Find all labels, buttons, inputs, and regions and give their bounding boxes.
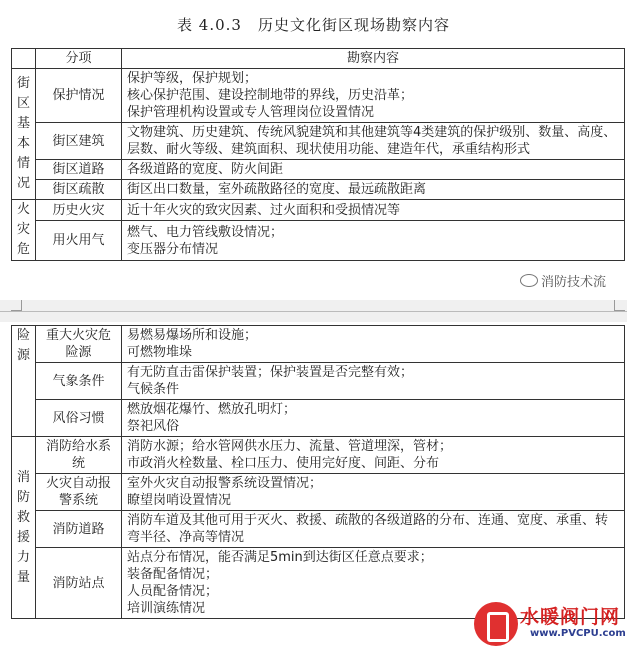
group-label-hazard-source: 险 源 [12, 326, 36, 437]
site-watermark [474, 598, 624, 652]
page-corner-mark [11, 300, 22, 311]
row-content: 街区出口数量，室外疏散路径的宽度、最远疏散距离 [122, 180, 625, 200]
row-content: 燃放烟花爆竹、燃放孔明灯； 祭祀风俗 [122, 400, 625, 437]
group-label-fire-hazard: 火 灾 危 [12, 200, 36, 261]
row-item: 街区建筑 [36, 123, 122, 160]
wechat-watermark: 消防技术流 [520, 271, 606, 290]
group-label-basic: 街 区 基 本 情 况 [12, 69, 36, 200]
row-content: 室外火灾自动报警系统设置情况； 瞭望岗哨设置情况 [122, 474, 625, 511]
row-item: 消防给水系统 [36, 437, 122, 474]
table-title: 表 4.0.3 历史文化街区现场勘察内容 [177, 16, 450, 34]
row-content: 消防水源；给水管网供水压力、流量、管道埋深，管材； 市政消火栓数量、栓口压力、使用完好度、间距、分布 [122, 437, 625, 474]
row-item: 消防道路 [36, 511, 122, 548]
row-item: 消防站点 [36, 548, 122, 619]
header-item: 分项 [36, 49, 122, 69]
row-item: 历史火灾 [36, 200, 122, 221]
row-content: 站点分布情况，能否满足5min到达街区任意点要求； 装备配备情况； 人员配备情况； 培训演练情况 [122, 548, 625, 619]
row-content: 文物建筑、历史建筑、传统风貌建筑和其他建筑等4类建筑的保护级别、数量、高度、层数、耐火等级、建筑面积、现状使用功能、建造年代，承重结构形式 [122, 123, 625, 160]
table-row [12, 474, 625, 511]
table-row [12, 400, 625, 437]
row-item: 重大火灾危险源 [36, 326, 122, 363]
table-row [12, 221, 625, 261]
row-content: 易燃易爆场所和设施； 可燃物堆垛 [122, 326, 625, 363]
site-logo-icon [474, 602, 518, 646]
header-content: 勘察内容 [122, 49, 625, 69]
table-row [12, 437, 625, 474]
page-corner-mark [614, 300, 625, 311]
row-item: 街区疏散 [36, 180, 122, 200]
header-blank [12, 49, 36, 69]
wechat-icon [520, 274, 538, 287]
row-item: 风俗习惯 [36, 400, 122, 437]
survey-table-part2 [11, 325, 625, 619]
table-row [12, 123, 625, 160]
table-header-row [12, 49, 625, 69]
table-row [12, 69, 625, 123]
row-content: 近十年火灾的致灾因素、过火面积和受损情况等 [122, 200, 625, 221]
row-content: 保护等级，保护规划； 核心保护范围、建设控制地带的界线，历史沿革； 保护管理机构设置或专人管理岗位设置情况 [122, 69, 625, 123]
table-row [12, 363, 625, 400]
row-item: 火灾自动报警系统 [36, 474, 122, 511]
row-item: 用火用气 [36, 221, 122, 261]
row-item: 街区道路 [36, 160, 122, 180]
table-row [12, 326, 625, 363]
table-row [12, 200, 625, 221]
survey-table-part1 [11, 48, 625, 261]
row-item: 气象条件 [36, 363, 122, 400]
row-content: 有无防直击雷保护装置；保护装置是否完整有效； 气候条件 [122, 363, 625, 400]
table-row [12, 160, 625, 180]
row-content: 消防车道及其他可用于灭火、救援、疏散的各级道路的分布、连通、宽度、承重、转弯半径、净高等情况 [122, 511, 625, 548]
page-break-line [0, 311, 627, 312]
group-label-rescue: 消 防 救 援 力 量 [12, 437, 36, 619]
site-url: www.PVCPU.com [530, 628, 626, 639]
site-name: 水暖阀门网 [520, 606, 621, 628]
row-content: 燃气、电力管线敷设情况； 变压器分布情况 [122, 221, 625, 261]
row-content: 各级道路的宽度、防火间距 [122, 160, 625, 180]
table-row [12, 180, 625, 200]
row-item: 保护情况 [36, 69, 122, 123]
table-row [12, 511, 625, 548]
